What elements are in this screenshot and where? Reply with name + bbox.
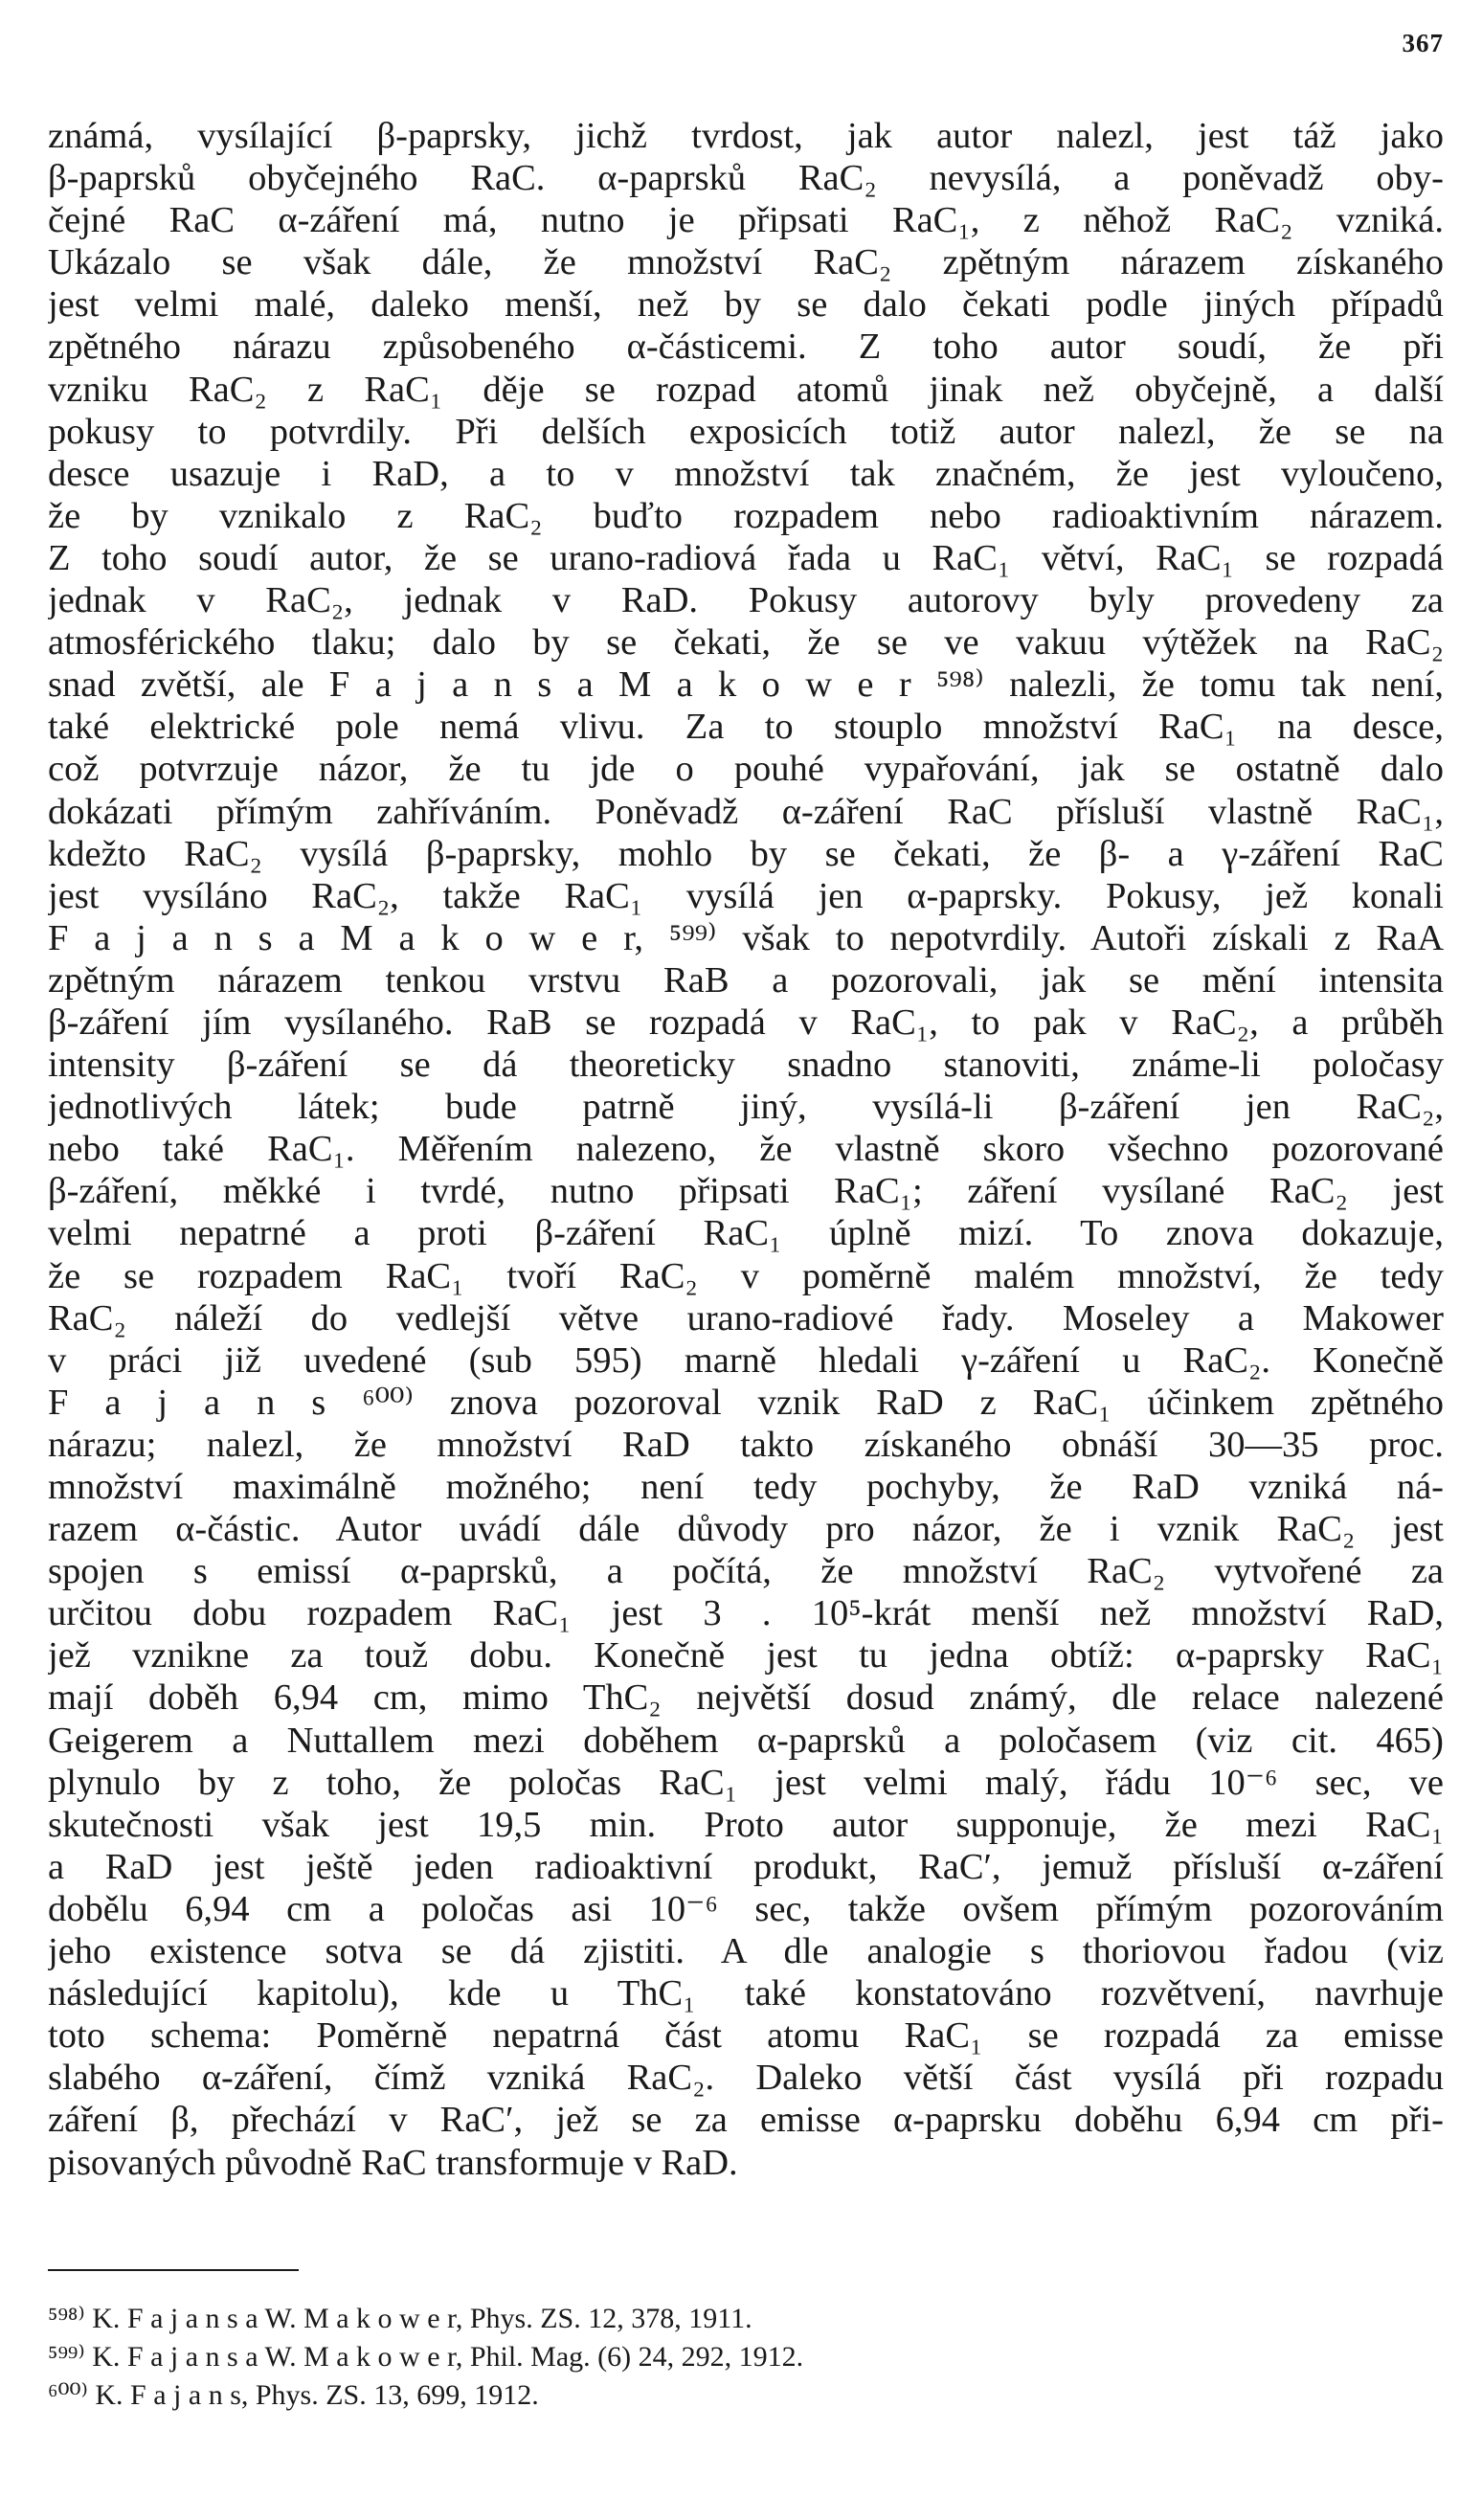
text-line: následující kapitolu), kde u ThC₁ také konstatováno rozvětvení, navrhuje: [48, 1973, 1444, 2014]
text-line: razem α-částic. Autor uvádí dále důvody pro názor, že i vznik RaC₂ jest: [48, 1509, 1444, 1550]
text-line: což potvrzuje názor, že tu jde o pouhé vypařování, jak se ostatně dalo: [48, 749, 1444, 790]
text-line: dobělu 6,94 cm a poločas asi 10⁻⁶ sec, takže ovšem přímým pozorováním: [48, 1888, 1444, 1929]
text-line: nárazu; nalezl, že množství RaD takto získaného obnáší 30—35 proc.: [48, 1424, 1444, 1465]
page-number: 367: [1402, 29, 1444, 57]
text-line: slabého α-záření, čímž vzniká RaC₂. Daleko větší část vysílá při rozpadu: [48, 2058, 1444, 2099]
text-line: intensity β-záření se dá theoreticky snadno stanoviti, známe-li poločasy: [48, 1045, 1444, 1086]
text-line: zpětného nárazu způsobeného α-částicemi. Z toho autor soudí, že při: [48, 326, 1444, 368]
text-line: kdežto RaC₂ vysílá β-paprsky, mohlo by se čekati, že β- a γ-záření RaC: [48, 833, 1444, 874]
text-line: jež vznikne za touž dobu. Konečně jest tu jedna obtíž: α-paprsky RaC₁: [48, 1635, 1444, 1676]
text-line: snad zvětší, ale F a j a n s a M a k o w e r ⁵⁹⁸⁾ nalezli, že tomu tak není,: [48, 664, 1444, 706]
text-line: jeho existence sotva se dá zjistiti. A dle analogie s thoriovou řadou (viz: [48, 1931, 1444, 1972]
text-line: β-záření, měkké i tvrdé, nutno připsati RaC₁; záření vysílané RaC₂ jest: [48, 1171, 1444, 1212]
footnote: ⁵⁹⁹⁾ K. F a j a n s a W. M a k o w e r, Phil. Mag. (6) 24, 292, 1912.: [48, 2341, 804, 2373]
footnote: ⁶⁰⁰⁾ K. F a j a n s, Phys. ZS. 13, 699, 1912.: [48, 2379, 539, 2411]
text-line: určitou dobu rozpadem RaC₁ jest 3 . 10⁵-krát menší než množství RaD,: [48, 1593, 1444, 1634]
text-line: mají doběh 6,94 cm, mimo ThC₂ největší dosud známý, dle relace nalezené: [48, 1677, 1444, 1719]
text-line: RaC₂ náleží do vedlejší větve urano-radiové řady. Moseley a Makower: [48, 1297, 1444, 1339]
text-line: Ukázalo se však dále, že množství RaC₂ zpětným nárazem získaného: [48, 242, 1444, 283]
text-line: že se rozpadem RaC₁ tvoří RaC₂ v poměrně malém množství, že tedy: [48, 1255, 1444, 1296]
text-line: také elektrické pole nemá vlivu. Za to stouplo množství RaC₁ na desce,: [48, 707, 1444, 748]
text-line: dokázati přímým zahříváním. Poněvadž α-záření RaC přísluší vlastně RaC₁,: [48, 791, 1444, 832]
text-line: desce usazuje i RaD, a to v množství tak značném, že jest vyloučeno,: [48, 453, 1444, 494]
text-line: spojen s emissí α-paprsků, a počítá, že množství RaC₂ vytvořené za: [48, 1551, 1444, 1592]
text-line: F a j a n s a M a k o w e r, ⁵⁹⁹⁾ však to nepotvrdily. Autoři získali z RaA: [48, 917, 1444, 958]
text-line: vzniku RaC₂ z RaC₁ děje se rozpad atomů jinak než obyčejně, a další: [48, 369, 1444, 410]
text-line: Z toho soudí autor, že se urano-radiová řada u RaC₁ větví, RaC₁ se rozpadá: [48, 537, 1444, 578]
text-line: čejné RaC α-záření má, nutno je připsati RaC₁, z něhož RaC₂ vzniká.: [48, 200, 1444, 241]
text-line: pisovaných původně RaC transformuje v RaD.: [48, 2142, 738, 2183]
text-line: že by vznikalo z RaC₂ buďto rozpadem nebo radioaktivním nárazem.: [48, 495, 1444, 536]
footnote: ⁵⁹⁸⁾ K. F a j a n s a W. M a k o w e r, Phys. ZS. 12, 378, 1911.: [48, 2303, 752, 2334]
text-line: Geigerem a Nuttallem mezi doběhem α-paprsků a poločasem (viz cit. 465): [48, 1720, 1444, 1761]
text-line: atmosférického tlaku; dalo by se čekati, že se ve vakuu výtěžek na RaC₂: [48, 622, 1444, 664]
text-line: β-paprsků obyčejného RaC. α-paprsků RaC₂ nevysílá, a poněvadž oby-: [48, 158, 1444, 199]
text-line: známá, vysílající β-paprsky, jichž tvrdost, jak autor nalezl, jest táž jako: [48, 116, 1444, 156]
text-line: nebo také RaC₁. Měřením nalezeno, že vlastně skoro všechno pozorované: [48, 1129, 1444, 1170]
text-line: β-záření jím vysílaného. RaB se rozpadá v RaC₁, to pak v RaC₂, a průběh: [48, 1001, 1444, 1043]
text-line: pokusy to potvrdily. Při delších exposicích totiž autor nalezl, že se na: [48, 411, 1444, 452]
footnote-divider: [48, 2269, 299, 2271]
footnotes: [48, 2300, 1444, 2415]
text-line: a RaD jest ještě jeden radioaktivní produkt, RaC′, jemuž přísluší α-záření: [48, 1846, 1444, 1887]
text-line: plynulo by z toho, že poločas RaC₁ jest velmi malý, řádu 10⁻⁶ sec, ve: [48, 1762, 1444, 1803]
text-line: toto schema: Poměrně nepatrná část atomu RaC₁ se rozpadá za emisse: [48, 2015, 1444, 2057]
text-line: skutečnosti však jest 19,5 min. Proto autor supponuje, že mezi RaC₁: [48, 1804, 1444, 1845]
text-line: zpětným nárazem tenkou vrstvu RaB a pozorovali, jak se mění intensita: [48, 959, 1444, 1001]
body-text: [48, 115, 1444, 2184]
text-line: velmi nepatrné a proti β-záření RaC₁ úplně mizí. To znova dokazuje,: [48, 1213, 1444, 1254]
text-line: jest velmi malé, daleko menší, než by se dalo čekati podle jiných případů: [48, 284, 1444, 326]
text-line: v práci již uvedené (sub 595) marně hledali γ-záření u RaC₂. Konečně: [48, 1339, 1444, 1381]
text-line: množství maximálně možného; není tedy pochyby, že RaD vzniká ná-: [48, 1467, 1444, 1507]
text-line: jednotlivých látek; bude patrně jiný, vysílá-li β-záření jen RaC₂,: [48, 1087, 1444, 1128]
text-line: jednak v RaC₂, jednak v RaD. Pokusy autorovy byly provedeny za: [48, 580, 1444, 621]
text-line: záření β, přechází v RaC′, jež se za emisse α-paprsku doběhu 6,94 cm při-: [48, 2100, 1444, 2141]
text-line: F a j a n s ⁶⁰⁰⁾ znova pozoroval vznik RaD z RaC₁ účinkem zpětného: [48, 1382, 1444, 1423]
text-line: jest vysíláno RaC₂, takže RaC₁ vysílá jen α-paprsky. Pokusy, jež konali: [48, 875, 1444, 916]
